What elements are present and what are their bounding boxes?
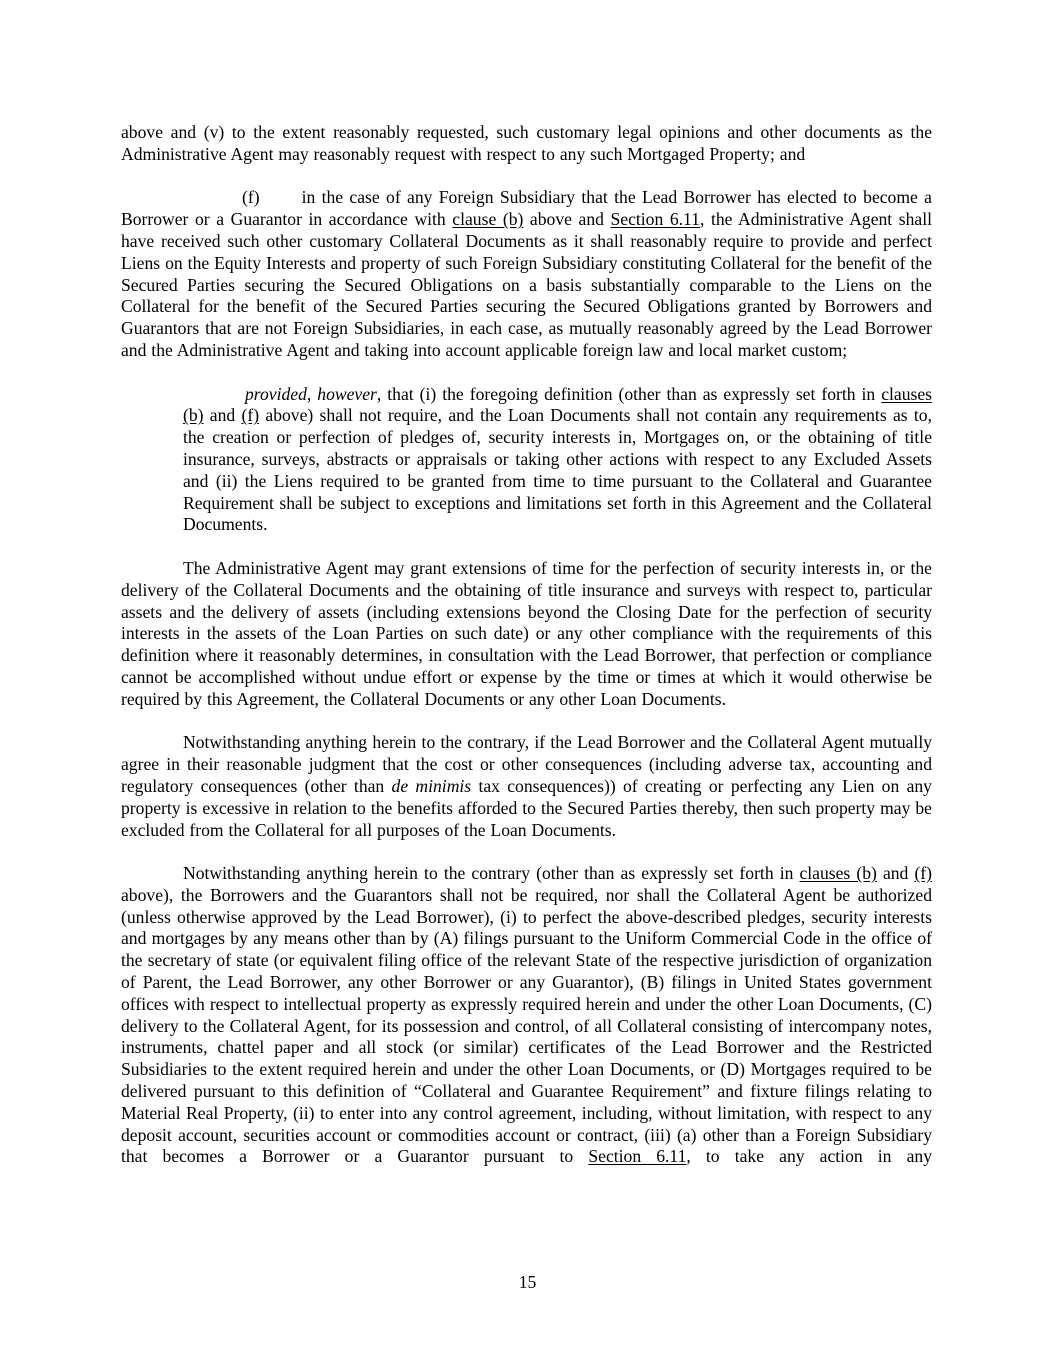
- paragraph-proviso: [183, 384, 932, 537]
- paragraph-cost-benefit-exclusion: [121, 732, 932, 841]
- cross-reference: clauses (b): [183, 383, 933, 426]
- text-run: above and (v) to the extent reasonably requested, such customary legal opinions and other documents as the Administrative Agent may reasonably request with respect to any such Mortgaged Property; and: [121, 122, 932, 164]
- text-run: and: [876, 863, 915, 884]
- cross-reference: clause (b): [452, 209, 524, 230]
- text-run: tax consequences)) of creating or perfecting any Lien on any property is excessive in relation to the benefits afforded to the Secured Parties thereby, then such property may be excluded from the Collateral for all purposes of the Loan Documents.: [121, 775, 932, 840]
- text-run: above and: [523, 209, 611, 230]
- emphasis-text: however: [317, 383, 377, 404]
- text-run: ,: [306, 383, 318, 404]
- text-run: (f): [242, 187, 260, 208]
- text-run: in the case of any Foreign Subsidiary that the Lead Borrower has elected to become a Borrower or a Guarantor in accordance with: [121, 187, 932, 230]
- cross-reference: clauses (b): [799, 863, 877, 884]
- text-run: and: [203, 405, 242, 426]
- paragraph-continuation-mortgaged-property: [121, 122, 932, 166]
- emphasis-text: de minimis: [391, 775, 472, 796]
- text-run: , to take any action in any: [686, 1146, 932, 1167]
- cross-reference: (f): [241, 405, 260, 426]
- text-run: The Administrative Agent may grant extensions of time for the perfection of security interests in, or the delivery of the Collateral Documents and the obtaining of title insurance and surveys with respect to, particular assets and the delivery of assets (including extensions beyond the Closing Date for the perfection of security interests in the assets of the Loan Parties on such date) or any other compliance with the requirements of this definition where it reasonably determines, in consultation with the Lead Borrower, that perfection or compliance cannot be accomplished without undue effort or expense by the time or times at which it would otherwise be required by this Agreement, the Collateral Documents or any other Loan Documents.: [121, 557, 932, 709]
- text-run: above) shall not require, and the Loan Documents shall not contain any requirements as to, the creation or perfection of pledges of, security interests in, Mortgages on, or the obtaining of title insurance, surveys, abstracts or appraisals or taking other actions with respect to any Excluded Assets and (ii) the Liens required to be granted from time to time pursuant to the Collateral and Guarantee Requirement shall be subject to exceptions and limitations set forth in this Agreement and the Collateral Documents.: [183, 405, 932, 535]
- paragraph-extensions-of-time: [121, 558, 932, 711]
- page-number: 15: [518, 1272, 537, 1292]
- text-run: , that (i) the foregoing definition (other than as expressly set forth in: [376, 383, 882, 404]
- text-run: Notwithstanding anything herein to the contrary (other than as expressly set forth in: [183, 863, 800, 884]
- cross-reference: Section 6.11: [588, 1146, 687, 1167]
- cross-reference: (f): [914, 863, 933, 884]
- text-run: , the Administrative Agent shall have received such other customary Collateral Documents as it shall reasonably require to provide and perfect Liens on the Equity Interests and property of such Foreign Subsidiary constituting Collateral for the benefit of the Secured Parties securing the Secured Obligations on a basis substantially comparable to the Liens on the Collateral for the benefit of the Secured Parties securing the Secured Obligations granted by Borrowers and Guarantors that are not Foreign Subsidiaries, in each case, as mutually reasonably agreed by the Lead Borrower and the Administrative Agent and taking into account applicable foreign law and local market custom;: [121, 209, 933, 360]
- emphasis-text: provided: [245, 383, 307, 404]
- text-run: Notwithstanding anything herein to the contrary, if the Lead Borrower and the Collateral Agent mutually agree in their reasonable judgment that the cost or other consequences (including adverse tax, accounting and regulatory consequences (other than: [121, 732, 932, 796]
- text-run: above), the Borrowers and the Guarantors shall not be required, nor shall the Collateral Agent be authorized (unless otherwise approved by the Lead Borrower), (i) to perfect the above-described pledges, security interests and mortgages by any means other than by (A) filings pursuant to the Uniform Commercial Code in the office of the secretary of state (or equivalent filing office of the relevant State of the respective jurisdiction of organization of Parent, the Lead Borrower, any other Borrower or any Guarantor), (B) filings in United States government offices with respect to intellectual property as expressly required herein and under the other Loan Documents, (C) delivery to the Collateral Agent, for its possession and control, of all Collateral consisting of intercompany notes, instruments, chattel paper and all stock (or similar) certificates of the Lead Borrower and the Restricted Subsidiaries to the extent required herein and under the other Loan Documents, or (D) Mortgages required to be delivered pursuant to this definition of “Collateral and Guarantee Requirement” and fixture filings relating to Material Real Property, (ii) to enter into any control agreement, including, without limitation, with respect to any deposit account, securities account or commodities account or contract, (iii) (a) other than a Foreign Subsidiary that becomes a Borrower or a Guarantor pursuant to: [121, 884, 932, 1167]
- paragraph-clause-f-foreign-subsidiary: [121, 187, 932, 361]
- paragraph-perfection-limitations: [121, 863, 932, 1168]
- cross-reference: Section 6.11: [610, 209, 700, 230]
